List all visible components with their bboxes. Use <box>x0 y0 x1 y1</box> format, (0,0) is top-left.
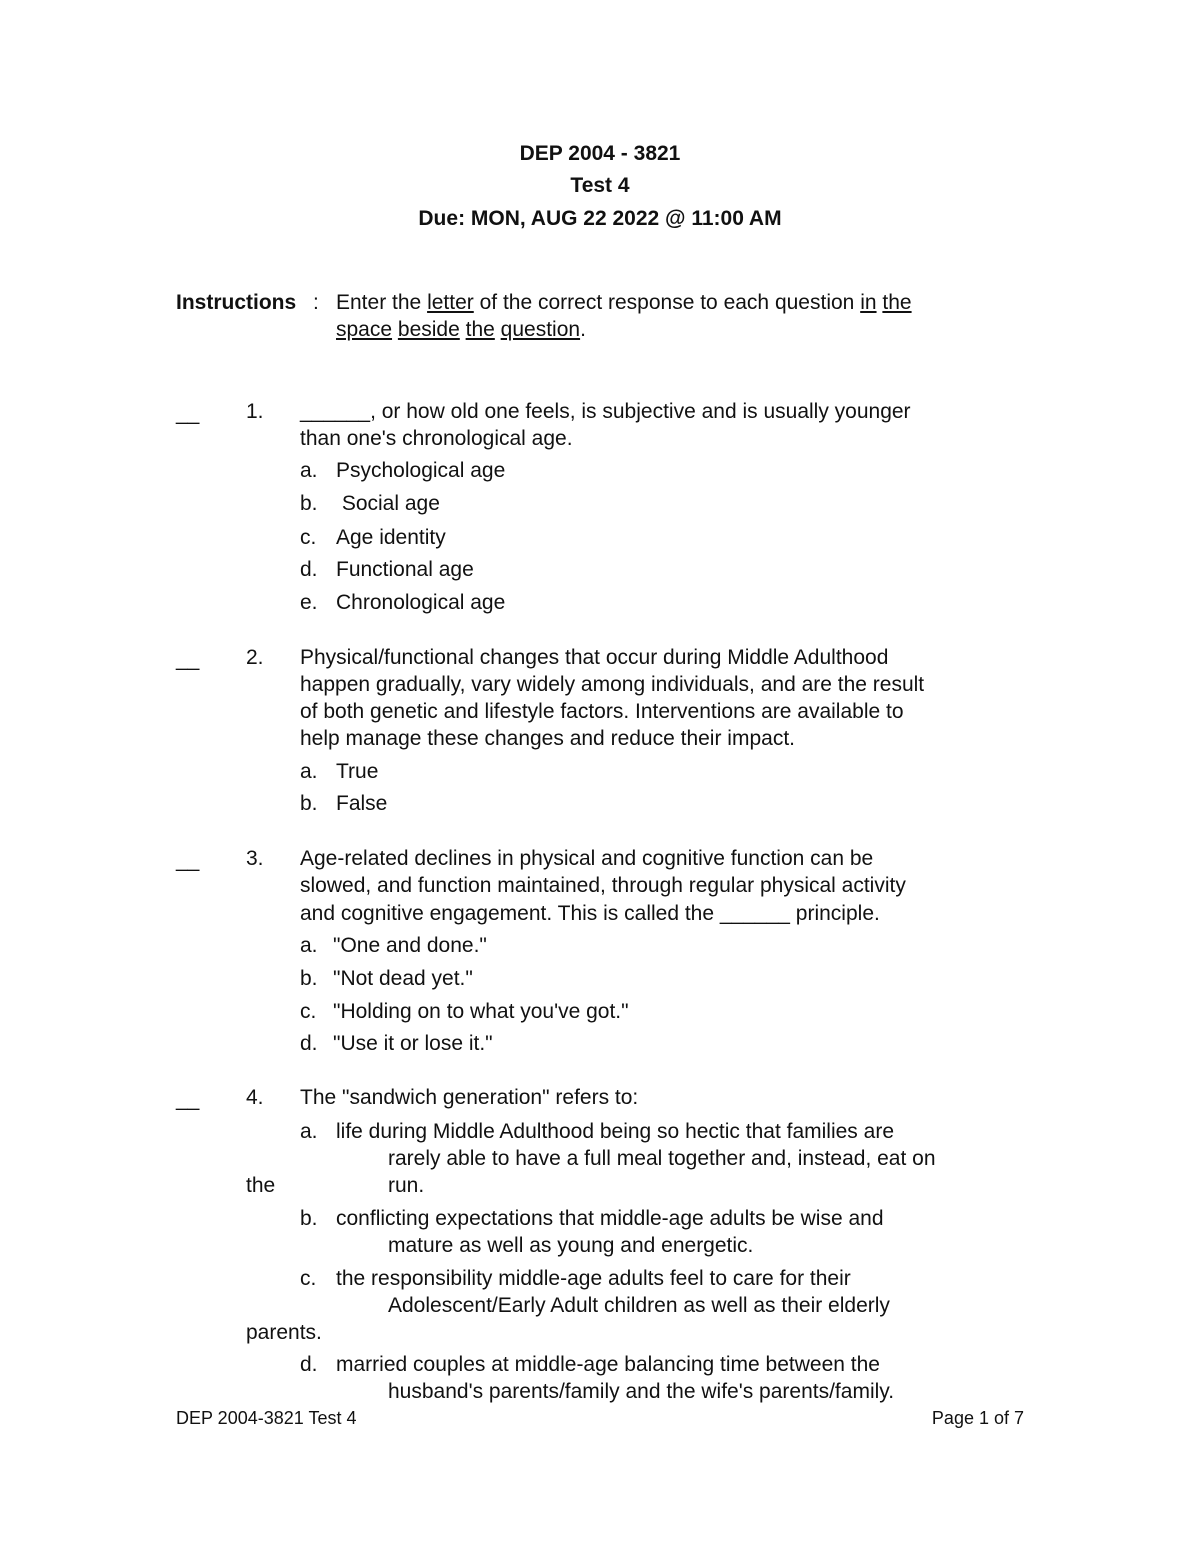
option-text-line: conflicting expectations that middle-age adults be wise and <box>336 1207 884 1230</box>
answer-blank: __ <box>176 648 200 671</box>
option-letter: c. <box>300 526 317 549</box>
option-letter: d. <box>300 1032 318 1055</box>
option-text: Age identity <box>336 526 446 549</box>
question-stem-line: Age-related declines in physical and cognitive function can be <box>300 847 874 870</box>
page-number: Page 1 of 7 <box>931 1408 1024 1428</box>
option-letter: c. <box>300 1267 317 1290</box>
instructions-word-underlined: beside <box>397 318 460 341</box>
option-text-line: rarely able to have a full meal together and, instead, eat on <box>388 1147 936 1170</box>
option-text: Social age <box>336 492 440 515</box>
instructions-word-underlined: in <box>860 291 877 314</box>
option-text-line: mature as well as young and energetic. <box>388 1234 754 1257</box>
option-letter: d. <box>300 1353 318 1376</box>
question-number: 4. <box>246 1086 264 1109</box>
option-letter: d. <box>300 558 318 581</box>
option-text: "One and done." <box>333 934 487 957</box>
due-date: Due: MON, AUG 22 2022 @ 11:00 AM <box>418 207 782 230</box>
footer-left: DEP 2004-3821 Test 4 <box>176 1408 357 1428</box>
instructions-line-1 <box>336 289 912 316</box>
instructions-word-underlined: letter <box>427 291 474 314</box>
option-text: "Use it or lose it." <box>333 1032 493 1055</box>
option-letter: c. <box>300 1000 317 1023</box>
option-text-line: life during Middle Adulthood being so hectic that families are <box>336 1120 894 1143</box>
instructions-word-underlined: the <box>465 318 495 341</box>
option-letter: b. <box>300 492 318 515</box>
course-title: DEP 2004 - 3821 <box>519 142 681 165</box>
option-letter: a. <box>300 934 318 957</box>
instructions-word-underlined: the <box>882 291 912 314</box>
option-text-line: the <box>246 1174 276 1197</box>
instructions-colon: : <box>313 291 319 314</box>
instructions-label: Instructions <box>176 291 297 314</box>
option-letter: a. <box>300 1120 318 1143</box>
question-stem-line: The "sandwich generation" refers to: <box>300 1086 639 1109</box>
option-letter: b. <box>300 1207 318 1230</box>
option-letter: e. <box>300 591 318 614</box>
instructions-line-2 <box>336 316 586 343</box>
option-text: Chronological age <box>336 591 506 614</box>
instructions-word-underlined: space <box>336 318 393 341</box>
test-title: Test 4 <box>570 174 630 197</box>
answer-blank: __ <box>176 849 200 872</box>
question-stem-line: slowed, and function maintained, through regular physical activity <box>300 874 906 897</box>
answer-blank: __ <box>176 402 200 425</box>
answer-blank: __ <box>176 1088 200 1111</box>
instructions-word: of the correct response to each question <box>479 291 855 314</box>
question-number: 2. <box>246 646 264 669</box>
option-letter: b. <box>300 967 318 990</box>
question-stem-line: happen gradually, vary widely among individuals, and are the result <box>300 673 925 696</box>
question-stem-line: and cognitive engagement. This is called the ______ principle. <box>300 902 880 925</box>
question-number: 1. <box>246 400 264 423</box>
option-letter: a. <box>300 459 318 482</box>
option-text-line: married couples at middle-age balancing time between the <box>336 1353 880 1376</box>
option-text-line: parents. <box>246 1321 322 1344</box>
question-stem-line: of both genetic and lifestyle factors. Interventions are available to <box>300 700 904 723</box>
option-letter: a. <box>300 760 318 783</box>
option-text-line: Adolescent/Early Adult children as well as their elderly <box>388 1294 890 1317</box>
option-text: "Holding on to what you've got." <box>333 1000 629 1023</box>
instructions-word-underlined: question <box>500 318 581 341</box>
question-stem-line: than one's chronological age. <box>300 427 573 450</box>
question-stem-line: Physical/functional changes that occur during Middle Adulthood <box>300 646 889 669</box>
option-letter: b. <box>300 792 318 815</box>
question-number: 3. <box>246 847 264 870</box>
option-text: False <box>336 792 388 815</box>
instructions-word: Enter the <box>336 291 422 314</box>
option-text-line: run. <box>388 1174 425 1197</box>
option-text-line: the responsibility middle-age adults feel to care for their <box>336 1267 851 1290</box>
option-text: Psychological age <box>336 459 506 482</box>
option-text: "Not dead yet." <box>333 967 473 990</box>
option-text: Functional age <box>336 558 474 581</box>
question-stem-line: help manage these changes and reduce their impact. <box>300 727 795 750</box>
option-text-line: husband's parents/family and the wife's parents/family. <box>388 1380 895 1403</box>
question-stem-line: ______, or how old one feels, is subjective and is usually younger <box>300 400 911 423</box>
instructions-period: . <box>580 318 586 341</box>
option-text: True <box>336 760 379 783</box>
